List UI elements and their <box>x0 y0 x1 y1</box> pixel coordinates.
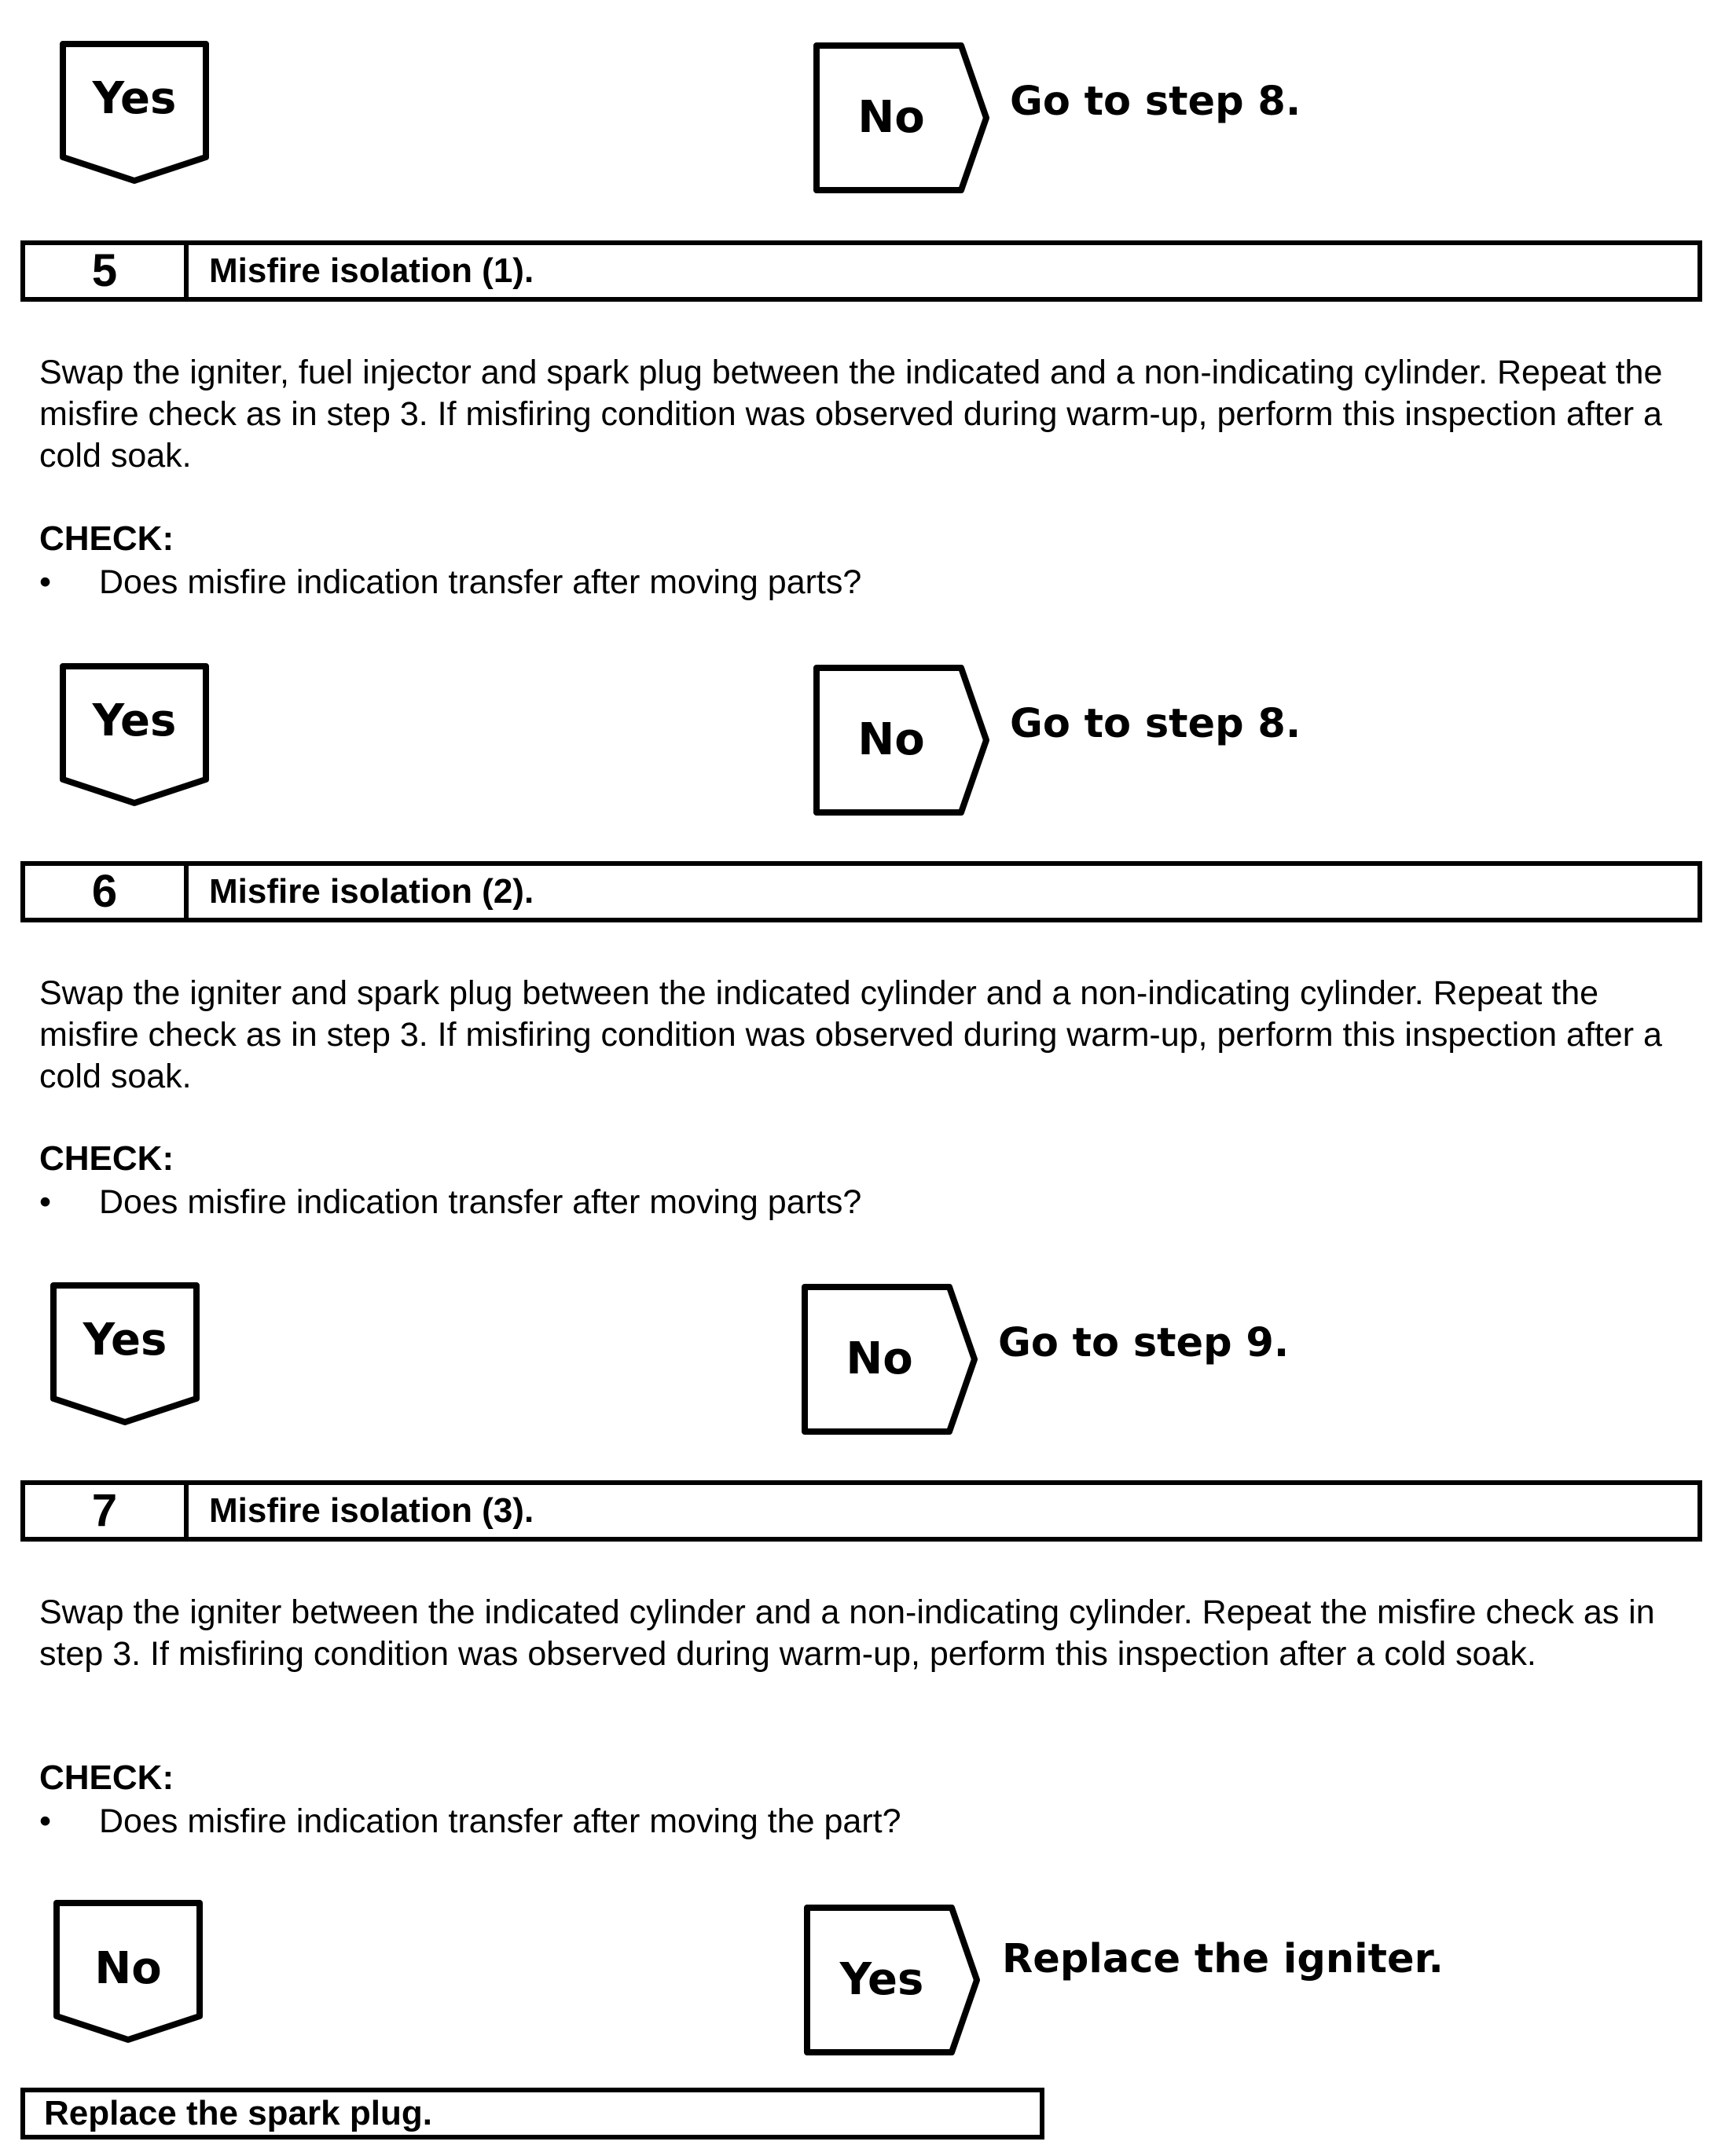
step-instructions: Swap the igniter and spark plug between the indicated cylinder and a non-indicating cylinder. Repeat the misfire check as in step 3. If misfiring condition was observed during warm-up, perform this inspection after a cold soak. <box>39 974 1662 1095</box>
step-number: 7 <box>25 1485 189 1537</box>
flow-result-text: Go to step 9. <box>998 1320 1290 1366</box>
bullet-icon: • <box>39 563 52 601</box>
right-arrow-label: Yes <box>839 1954 924 2005</box>
flow-result-text: Go to step 8. <box>1010 79 1301 125</box>
check-label: CHECK: <box>39 519 174 558</box>
step-title: Misfire isolation (1). <box>209 251 534 290</box>
check-label: CHECK: <box>39 1139 174 1178</box>
step-instructions: Swap the igniter between the indicated cylinder and a non-indicating cylinder. Repeat the misfire check as in step 3. If misfiring condition was observed during warm-up, perform this inspection after a cold soak. <box>39 1593 1655 1673</box>
flow-result-text: Go to step 8. <box>1010 701 1301 747</box>
step-number: 6 <box>25 866 189 918</box>
down-arrow-label: Yes <box>83 1314 167 1366</box>
check-item-text: Does misfire indication transfer after moving parts? <box>99 563 862 601</box>
right-arrow-label: No <box>846 1333 913 1384</box>
bullet-icon: • <box>39 1183 52 1221</box>
step-title: Misfire isolation (2). <box>209 872 534 911</box>
step-number: 5 <box>25 245 189 297</box>
step-title: Misfire isolation (3). <box>209 1491 534 1530</box>
right-arrow-label: No <box>857 92 925 143</box>
check-label: CHECK: <box>39 1758 174 1797</box>
final-action-box: Replace the spark plug. <box>20 2088 1044 2140</box>
step-instructions: Swap the igniter, fuel injector and spark plug between the indicated and a non-indicating cylinder. Repeat the misfire check as in step 3. If misfiring condition was observed during warm-up, perform this inspection after a cold soak. <box>39 354 1663 475</box>
down-arrow-label: Yes <box>92 695 177 746</box>
decision-flow <box>0 1273 1725 1438</box>
down-arrow-label: Yes <box>92 73 177 124</box>
flow-result-text: Replace the igniter. <box>1002 1936 1444 1982</box>
decision-flow <box>0 654 1725 819</box>
check-item-text: Does misfire indication transfer after moving the part? <box>99 1802 901 1840</box>
right-arrow-label: No <box>857 714 925 765</box>
bullet-icon: • <box>39 1802 52 1840</box>
decision-flow <box>0 31 1725 196</box>
step-header <box>20 861 1702 922</box>
down-arrow-label: No <box>94 1943 162 1994</box>
step-header <box>20 240 1702 302</box>
decision-flow <box>0 1890 1725 2055</box>
check-item-text: Does misfire indication transfer after moving parts? <box>99 1183 862 1221</box>
step-header <box>20 1480 1702 1542</box>
